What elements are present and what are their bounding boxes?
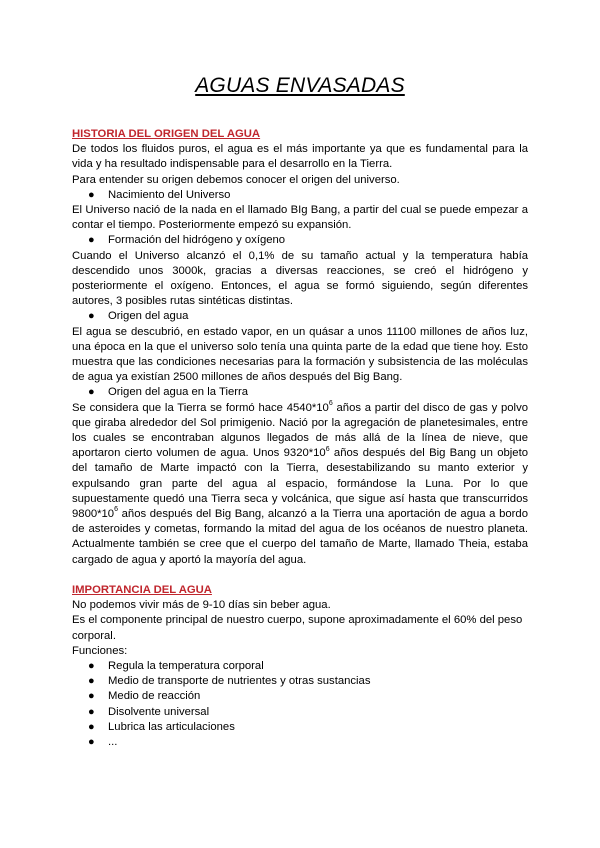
paragraph-nacimiento: El Universo nació de la nada en el llamado BIg Bang, a partir del cual se puede empezar a contar el tiempo. Posteriormente empezó su expansión. xyxy=(72,204,528,232)
section-historia xyxy=(72,127,528,568)
paragraph-origen: El agua se descubrió, en estado vapor, en un quásar a unos 11100 millones de años luz, una época en la que el universo solo tenía una quinta parte de la edad que tiene hoy. Esto muestra que las condiciones necesarias para la formación y subsistencia de las moléculas de agua ya existían 2500 millones de años después del Big Bang. xyxy=(72,325,528,384)
list-item: ● ... xyxy=(72,735,528,750)
bullet-icon: ● xyxy=(88,705,95,718)
list-item: ● Nacimiento del Universo xyxy=(72,188,528,203)
bullet-icon: ● xyxy=(88,188,95,201)
paragraph-origen-tierra: Se considera que la Tierra se formó hace $4540*10^6$ años a partir del disco de gas y polvo que giraba alrededor del Sol primigenio. Nació por la agregación de planetesimales, entre los cuales se encontraban algunos llegados de más allá de la línea de nieve, que aportaron cierto volumen de agua. Unos $9320*10^6$ años después del Big Bang un objeto del tamaño de Marte impactó con la Tierra, desestabilizando su manto exterior y expulsando gran parte del agua al espacio, formándose la Luna. Por lo que supuestamente quedó una Tierra seca y volcánica, que sigue así hasta que transcurridos $9800*10^6$ años después del Big Bang, alcanzó a la Tierra una aportación de agua a bordo de asteroides y cometas, formando la mitad del agua de los océanos de nuestro planeta. Actualmente también se cree que el cuerpo del tamaño de Marte, llamado Theia, estaba cargado de agua y aportó la mayoría del agua. xyxy=(72,399,528,566)
section-importancia xyxy=(72,583,528,750)
section-heading-importancia: IMPORTANCIA DEL AGUA xyxy=(72,583,212,596)
bullet-icon: ● xyxy=(88,720,95,733)
section-heading-historia: HISTORIA DEL ORIGEN DEL AGUA xyxy=(72,128,261,140)
bullet-icon: ● xyxy=(88,690,95,703)
list-item: ● Regula la temperatura corporal xyxy=(72,659,528,674)
paragraph-intro: De todos los fluidos puros, el agua es el más importante ya que es fundamental para la vida y ha resultado indispensable para el desarrollo en la Tierra. xyxy=(72,143,528,171)
paragraph-intro-2: Para entender su origen debemos conocer el origen del universo. xyxy=(72,173,400,186)
list-item: ● Formación del hidrógeno y oxígeno xyxy=(72,233,528,248)
list-item: ● Medio de transporte de nutrientes y otras sustancias xyxy=(72,674,528,689)
document-title: AGUAS ENVASADAS xyxy=(195,74,405,97)
paragraph-formacion: Cuando el Universo alcanzó el 0,1% de su tamaño actual y la temperatura había descendido unos 3000k, gracias a diversas reacciones, se creó el hidrógeno y posteriormente el oxígeno. Entonces, el agua se formó siguiendo, según diferentes autores, 3 posibles rutas sintéticas distintas. xyxy=(72,249,528,308)
list-item: ● Origen del agua xyxy=(72,309,528,324)
bullet-icon: ● xyxy=(88,386,95,399)
list-item: ● Origen del agua en la Tierra xyxy=(72,385,528,400)
funciones-list xyxy=(72,659,528,750)
bullet-icon: ● xyxy=(88,675,95,688)
bullet-icon: ● xyxy=(88,234,95,247)
list-item: ● Disolvente universal xyxy=(72,705,528,720)
paragraph-line: Es el componente principal de nuestro cuerpo, supone aproximadamente el 60% del peso corporal. xyxy=(72,614,523,642)
bullet-icon: ● xyxy=(88,659,95,672)
bullet-icon: ● xyxy=(88,735,95,748)
paragraph-line: No podemos vivir más de 9-10 días sin beber agua. xyxy=(72,599,331,612)
bullet-icon: ● xyxy=(88,310,95,323)
list-item: ● Medio de reacción xyxy=(72,689,528,704)
paragraph-line: Funciones: xyxy=(72,644,128,657)
list-item: ● Lubrica las articulaciones xyxy=(72,720,528,735)
